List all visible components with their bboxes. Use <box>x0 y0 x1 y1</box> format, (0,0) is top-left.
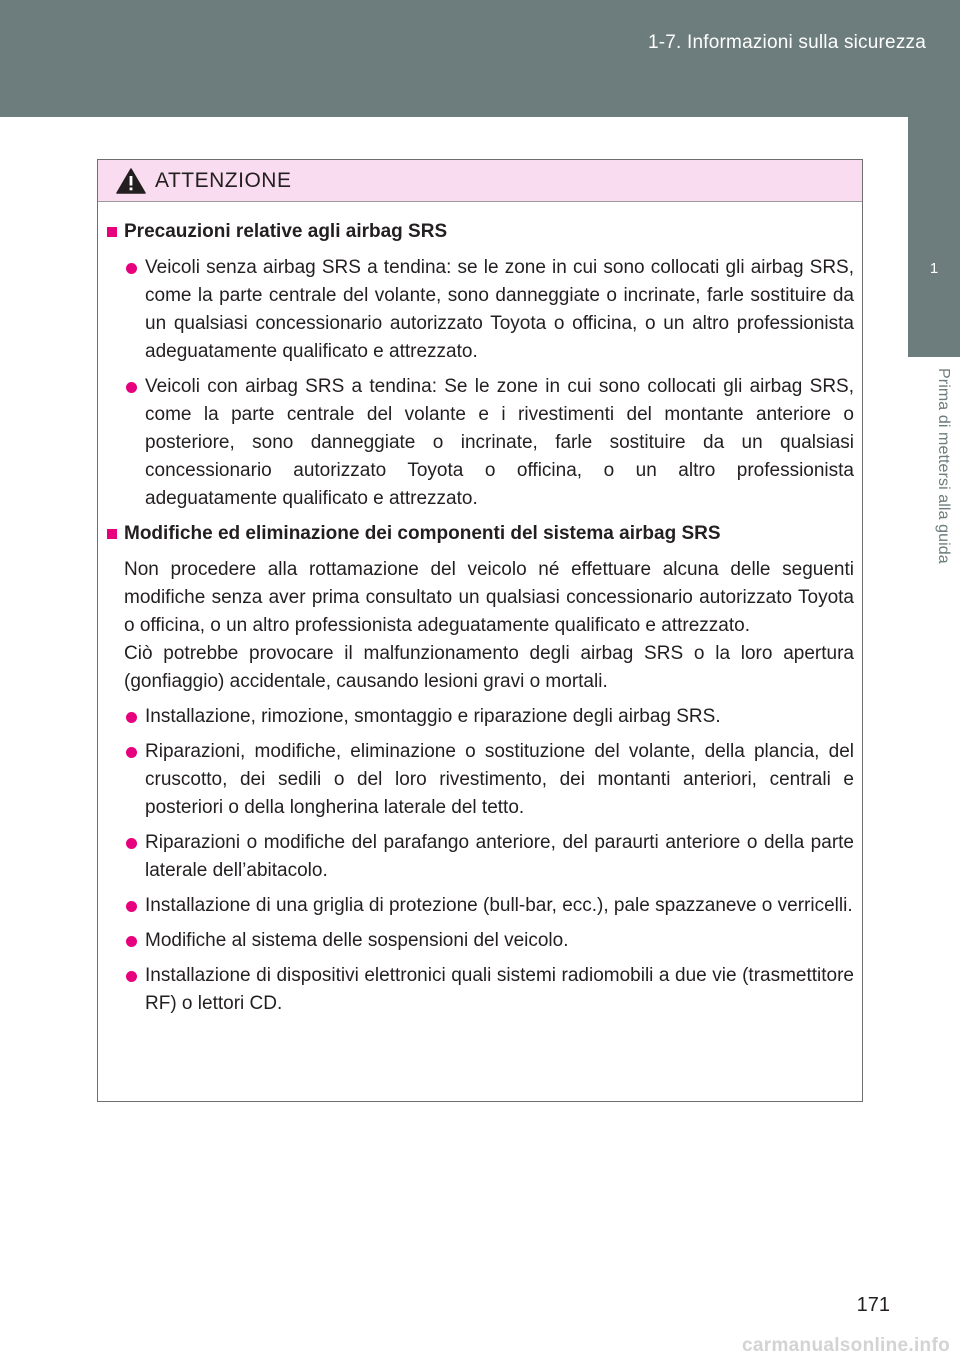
bullet-dot-icon <box>126 936 137 947</box>
warning-header <box>98 160 862 202</box>
list-item: Veicoli con airbag SRS a tendina: Se le zone in cui sono collocati gli airbag SRS, come la parte centrale del volante e i rivestimenti del montante anteriore o posteriore, sono danneggiate o incrinate, farle sostituire da un qualsiasi concessionario autorizzato Toyota o officina, o un altro professionista adeguatamente qualificato e attrezzato. <box>105 373 854 513</box>
bullet-dot-icon <box>126 712 137 723</box>
warning-box <box>97 159 863 1102</box>
square-bullet-icon <box>107 529 117 539</box>
list-item: Veicoli senza airbag SRS a tendina: se le zone in cui sono collocati gli airbag SRS, come la parte centrale del volante, sono danneggiate o incrinate, farle sostituire da un qualsiasi concessionario autorizzato Toyota o officina, o un altro professionista adeguatamente qualificato e attrezzato. <box>105 254 854 366</box>
bullet-dot-icon <box>126 382 137 393</box>
section-title: 1-7. Informazioni sulla sicurezza <box>648 32 926 53</box>
warning-title: ATTENZIONE <box>155 169 292 192</box>
chapter-number: 1 <box>929 260 939 277</box>
bullet-dot-icon <box>126 901 137 912</box>
section-heading: Modifiche ed eliminazione dei componenti del sistema airbag SRS <box>105 520 854 548</box>
paragraph: Non procedere alla rottamazione del veicolo né effettuare alcuna delle seguenti modifiche senza aver prima consultato un qualsiasi concessionario autorizzato Toyota o officina, o un altro professionista adeguatamente qualificato e attrezzato. Ciò potrebbe provocare il malfunzionamento degli airbag SRS o la loro apertura (gonfiaggio) accidentale, causando lesioni gravi o mortali. <box>124 559 854 692</box>
warning-icon <box>116 168 146 194</box>
list-item: Modifiche al sistema delle sospensioni del veicolo. <box>105 927 854 955</box>
bullet-dot-icon <box>126 838 137 849</box>
bullet-dot-icon <box>126 971 137 982</box>
list-item: Riparazioni o modifiche del parafango anteriore, del paraurti anteriore o della parte laterale dell’abitacolo. <box>105 829 854 885</box>
list-item: Installazione, rimozione, smontaggio e riparazione degli airbag SRS. <box>105 703 854 731</box>
warning-body <box>98 202 862 1018</box>
list-item: Installazione di dispositivi elettronici quali sistemi radiomobili a due vie (trasmettitore RF) o lettori CD. <box>105 962 854 1018</box>
bullet-dot-icon <box>126 747 137 758</box>
watermark: carmanualsonline.info <box>742 1335 950 1356</box>
page-number: 171 <box>856 1294 890 1316</box>
chapter-tab <box>908 117 960 357</box>
square-bullet-icon <box>107 227 117 237</box>
section-heading: Precauzioni relative agli airbag SRS <box>105 218 854 246</box>
bullet-dot-icon <box>126 263 137 274</box>
header-bar <box>0 0 960 117</box>
list-item: Riparazioni, modifiche, eliminazione o sostituzione del volante, della plancia, del cruscotto, dei sedili o del loro rivestimento, dei montanti anteriori, centrali e posteriori o della longherina laterale del tetto. <box>105 738 854 822</box>
chapter-title: Prima di mettersi alla guida <box>935 368 952 564</box>
list-item: Installazione di una griglia di protezione (bull-bar, ecc.), pale spazzaneve o verricelli. <box>105 892 854 920</box>
